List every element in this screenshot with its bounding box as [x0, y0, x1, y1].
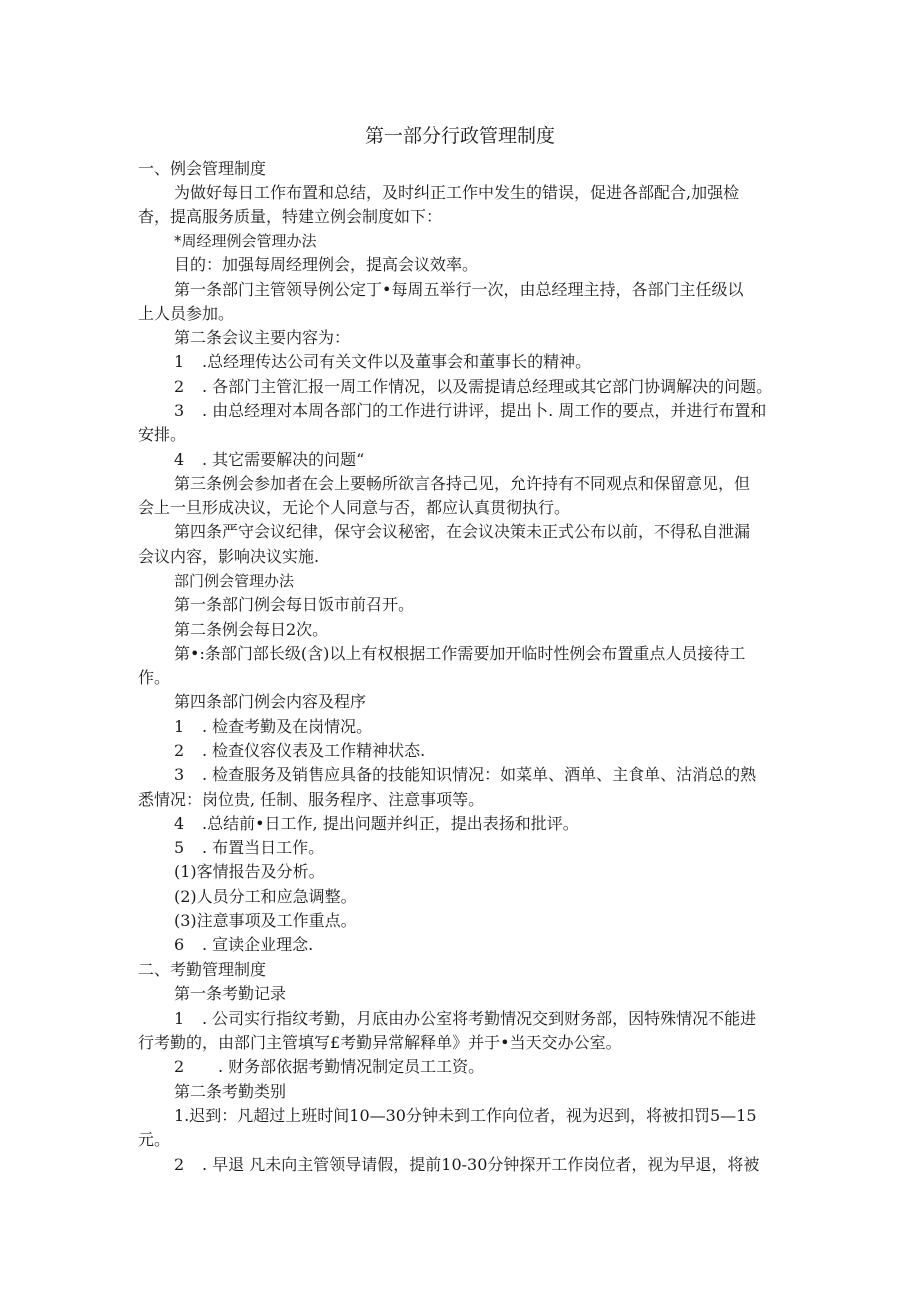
list-number: 3 [174, 765, 185, 784]
subsection-heading-weekly: *周经理例会管理办法 [174, 232, 317, 250]
list-number: 5 [174, 838, 185, 857]
list-item [174, 400, 766, 422]
sub-list-item: (1)客情报告及分析。 [174, 862, 325, 881]
list-number: 2 [174, 741, 185, 760]
paragraph-line: 第二条考勤类别 [174, 1082, 287, 1101]
list-item [174, 1056, 484, 1078]
paragraph-line: 悉情况：岗位贵, 任制、服务程序、注意事项等。 [138, 790, 485, 809]
sub-list-item: (3)注意事项及工作重点。 [174, 911, 357, 930]
paragraph-line: 元。 [138, 1130, 171, 1149]
paragraph-line: 目的：加强每周经理例会，提高会议效率。 [174, 255, 479, 274]
paragraph-line: 作。 [138, 668, 171, 687]
list-item [174, 449, 364, 471]
list-text: . 检查服务及销售应具备的技能知识情况：如菜单、酒单、主食单、沽消总的熟 [202, 765, 757, 784]
list-text: . 公司实行指纹考勤，月底由办公室将考勤情况交到财务部，因特殊情况不能进 [202, 1009, 757, 1028]
section-heading-meetings: 一、例会管理制度 [138, 159, 267, 178]
list-text: . 其它需要解决的问题“ [202, 450, 365, 469]
list-number: 1 [174, 352, 185, 371]
list-item [174, 837, 324, 859]
list-text: . 由总经理对本周各部门的工作进行讲评，提出卜. 周工作的要点，并进行布置和 [202, 401, 767, 420]
paragraph-line: 会上一旦形成决议，无论个人同意与否，都应认真贯彻执行。 [138, 498, 571, 517]
paragraph-line: 第一条部门例会每日饭市前召开。 [174, 595, 415, 614]
list-text: . 布置当日工作。 [202, 838, 325, 857]
list-number: 1 [174, 717, 185, 736]
list-number: 4 [174, 814, 185, 833]
list-number: 1 [174, 1009, 185, 1028]
list-item [174, 716, 372, 738]
paragraph-line: 会议内容，影响决议实施. [138, 547, 320, 566]
paragraph-line: 第二条例会每日2次。 [174, 620, 329, 639]
list-item [174, 740, 425, 762]
list-item [174, 764, 756, 786]
paragraph-line: 行考勤的，由部门主管填写£考勤异常解释单》并于•当天交办公室。 [138, 1033, 622, 1052]
list-text: . 检查考勤及在岗情况。 [202, 717, 373, 736]
list-text: . 早退 凡未向主管领导请假，提前10-30分钟探开工作岗位者，视为早退，将被 [202, 1155, 760, 1174]
list-item [174, 1154, 759, 1176]
sub-list-item: (2)人员分工和应急调整。 [174, 887, 357, 906]
paragraph-line: 第一条部门主管领导例公定丁•每周五举行一次，由总经理主持，各部门主任级以 [174, 280, 744, 299]
paragraph-line: 安排。 [138, 425, 187, 444]
paragraph-line: 第•:条部门部长级(含)以上有权根据工作需要加开临时性例会布置重点人员接待工 [174, 644, 746, 663]
document-title: 第一部分行政管理制度 [364, 125, 555, 147]
paragraph-line: 第一条考勤记录 [174, 984, 287, 1003]
list-number: 6 [174, 935, 185, 954]
paragraph-line: 第三条例会参加者在会上要畅所欲言各持己见，允许持有不同观点和保留意见，但 [174, 474, 751, 493]
paragraph-line: 上人员参加。 [138, 304, 235, 323]
paragraph-line: 杳，提高服务质量，特建立例会制度如下： [138, 207, 443, 226]
list-text: . 各部门主管汇报一周工作情况，以及需提请总经理或其它部门协调解决的问题。 [202, 377, 773, 396]
list-text: . 宣读企业理念. [202, 935, 314, 954]
list-number: 2 [174, 1155, 185, 1174]
list-item [174, 934, 313, 956]
list-item [174, 351, 591, 373]
paragraph-line: 第二条会议主要内容为： [174, 328, 351, 347]
list-number: 4 [174, 450, 185, 469]
list-text: .总经理传达公司有关文件以及董事会和董事长的精神。 [202, 352, 592, 371]
list-number: 3 [174, 401, 185, 420]
list-text: .总结前•日工作, 提出问题并纠正，提出表扬和批评。 [202, 814, 579, 833]
section-heading-attendance: 二、考勤管理制度 [138, 960, 267, 979]
paragraph-line: 1.迟到：凡超过上班时间10—30分钟未到工作向位者，视为迟到，将被扣罚5—15 [174, 1106, 757, 1125]
list-number: 2 [174, 1057, 185, 1076]
list-number: 2 [174, 377, 185, 396]
paragraph-line: 第四条严守会议纪律，保守会议秘密，在会议决策未正式公布以前，不得私自泄漏 [174, 522, 751, 541]
list-text: . 检查仪容仪表及工作精神状态. [202, 741, 426, 760]
paragraph-line: 为做好每日工作布置和总结，及时纠正工作中发生的错误，促进各部配合,加强检 [174, 183, 740, 202]
list-item [174, 813, 579, 835]
list-item [174, 376, 772, 398]
subsection-heading-department: 部门例会管理办法 [174, 572, 295, 590]
list-item [174, 1008, 756, 1030]
list-text: . 财务部依据考勤情况制定员工工资。 [218, 1057, 485, 1076]
paragraph-line: 第四条部门例会内容及程序 [174, 692, 367, 711]
